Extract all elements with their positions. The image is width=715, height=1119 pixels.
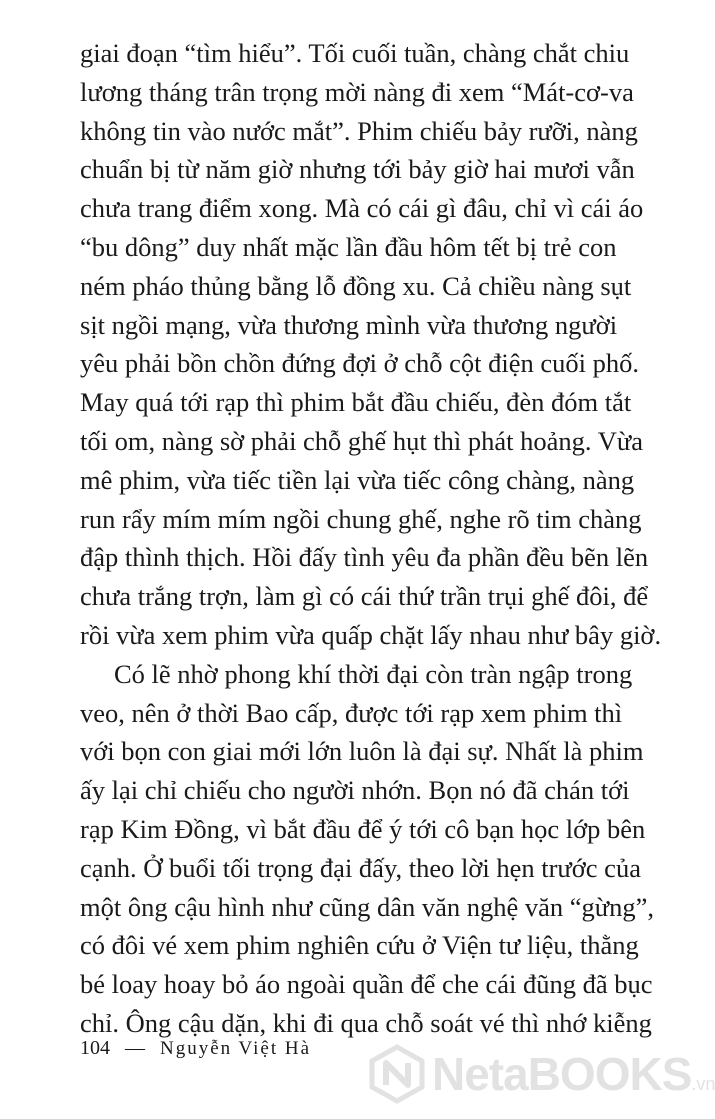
netabooks-watermark [368,1044,715,1104]
page-footer [80,1036,311,1061]
body-line: chưa trắng trợn, làm gì có cái thứ trần trụi ghế đôi, để [80,581,649,612]
body-line: tối om, nàng sờ phải chỗ ghế hụt thì phát hoảng. Vừa [80,425,643,456]
body-line: May quá tới rạp thì phim bắt đầu chiếu, đèn đóm tắt [80,387,632,418]
body-line: rạp Kim Đồng, vì bắt đầu để ý tới cô bạn học lớp bên [80,813,646,844]
watermark-suffix: .vn [691,1074,715,1094]
body-line: rồi vừa xem phim vừa quấp chặt lấy nhau như bây giờ. [80,619,662,650]
watermark-brand: NetaBOOKS [432,1048,692,1100]
body-line: chưa trang điểm xong. Mà có cái gì đâu, chỉ vì cái áo [80,193,644,224]
paragraph-start-line: Có lẽ nhờ phong khí thời đại còn tràn ngập trong [114,658,633,689]
page-body [80,34,662,1043]
watermark-text [432,1047,715,1101]
author-name: Nguyễn Việt Hà [160,1038,312,1059]
body-line: với bọn con giai mới lớn luôn là đại sự. Nhất là phim [80,736,644,767]
body-line: bé loay hoay bỏ áo ngoài quần để che cái đũng đã bục [80,969,653,1000]
body-line: “bu dông” duy nhất mặc lần đầu hôm tết bị trẻ con [80,231,617,262]
body-line: sịt ngồi mạng, vừa thương mình vừa thương người [80,309,618,340]
footer-dash: — [125,1037,145,1059]
body-line: ném pháo thủng bằng lỗ đồng xu. Cả chiều nàng sụt [80,270,632,301]
body-line: veo, nên ở thời Bao cấp, được tới rạp xem phim thì [80,697,623,728]
body-line: chuẩn bị từ năm giờ nhưng tới bảy giờ hai mươi vẫn [80,154,635,185]
body-line: chỉ. Ông cậu dặn, khi đi qua chỗ soát vé thì nhớ kiễng [80,1007,652,1038]
netabooks-logo-icon [368,1045,426,1103]
body-line: giai đoạn “tìm hiểu”. Tối cuối tuần, chàng chắt chiu [80,38,630,68]
page-number: 104 [80,1037,110,1059]
body-line: mê phim, vừa tiếc tiền lại vừa tiếc công chàng, nàng [80,464,635,495]
body-line: ấy lại chỉ chiếu cho người nhớn. Bọn nó đã chán tới [80,775,630,806]
body-line: lương tháng trân trọng mời nàng đi xem “Mát-cơ-va [80,76,634,107]
body-line: một ông cậu hình như cũng dân văn nghệ văn “gừng”, [80,891,655,922]
body-line: run rẩy mím mím ngồi chung ghế, nghe rõ tim chàng [80,503,642,534]
body-line: đập thình thịch. Hồi đấy tình yêu đa phần đều bẽn lẽn [80,542,649,573]
body-line: có đôi vé xem phim nghiên cứu ở Viện tư liệu, thằng [80,930,639,961]
body-line: cạnh. Ở buổi tối trọng đại đấy, theo lời hẹn trước của [80,852,641,883]
body-line: không tin vào nước mắt”. Phim chiếu bảy rưỡi, nàng [80,115,638,146]
body-line: yêu phải bồn chồn đứng đợi ở chỗ cột điện cuối phố. [80,348,640,379]
